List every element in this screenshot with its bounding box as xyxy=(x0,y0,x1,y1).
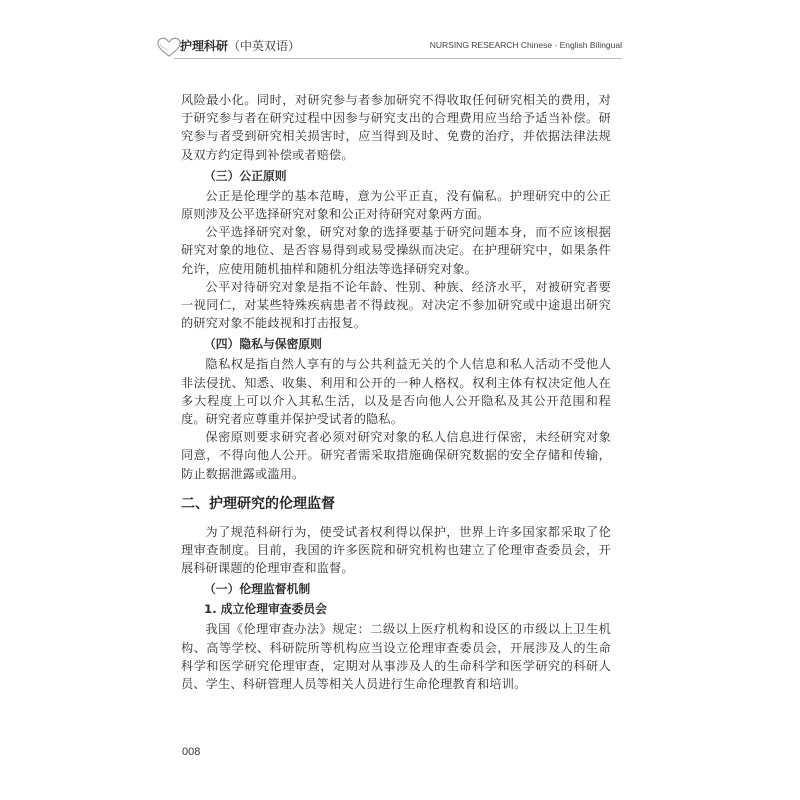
section-heading-ethics-supervision: 二、护理研究的伦理监督 xyxy=(181,495,335,512)
paragraph-justice-definition: 公正是伦理学的基本范畴，意为公平正直，没有偏私。护理研究中的公正原则涉及公平选择研究对象和公正对待研究对象两方面。 xyxy=(181,188,611,222)
book-title-subtitle: （中英双语） xyxy=(228,39,301,53)
book-title: 护理科研（中英双语） xyxy=(180,39,301,53)
heading-privacy-principle: （四）隐私与保密原则 xyxy=(204,337,322,352)
header-divider xyxy=(174,58,622,59)
paragraph-privacy-right: 隐私权是指自然人享有的与公共利益无关的个人信息和私人活动不受他人非法侵扰、知悉、收集、利用和公开的一种人格权。权利主体有权决定他人在多大程度上可以介入其私生活，以及是否向他人公开隐私及其公开范围和程度。研究者应尊重并保护受试者的隐私。 xyxy=(181,357,611,427)
paragraph-fair-selection: 公平选择研究对象，研究对象的选择要基于研究问题本身，而不应该根据研究对象的地位、是否容易得到或易受操纵而决定。在护理研究中，如果条件允许，应使用随机抽样和随机分组法等选择研究对象。 xyxy=(181,225,611,276)
heading-establish-committee: 1. 成立伦理审查委员会 xyxy=(204,602,327,617)
page-number: 008 xyxy=(182,746,201,758)
book-english-title: NURSING RESEARCH Chinese · English Bilingual xyxy=(429,40,622,50)
paragraph-review-regulation: 我国《伦理审查办法》规定：二级以上医疗机构和设区的市级以上卫生机构、高等学校、科研院所等机构应当设立伦理审查委员会，开展涉及人的生命科学和医学研究伦理审查，定期对从事涉及人的生命科学和医学研究的科研人员、学生、科研管理人员等相关人员进行生命伦理教育和培训。 xyxy=(181,622,611,692)
page-header xyxy=(150,34,622,60)
paragraph-ethics-review-system: 为了规范科研行为，使受试者权利得以保护，世界上许多国家都采取了伦理审查制度。目前，我国的许多医院和研究机构也建立了伦理审查委员会，开展科研课题的伦理审查和监督。 xyxy=(181,524,611,576)
paragraph-fair-treatment: 公平对待研究对象是指不论年龄、性别、种族、经济水平，对被研究者要一视同仁，对某些特殊疾病患者不得歧视。对决定不参加研究或中途退出研究的研究对象不能歧视和打击报复。 xyxy=(181,279,611,331)
paragraph-confidentiality: 保密原则要求研究者必须对研究对象的私人信息进行保密，未经研究对象同意，不得向他人公开。研究者需采取措施确保研究数据的安全存储和传输，防止数据泄露或滥用。 xyxy=(181,430,611,481)
heading-supervision-mechanism: （一）伦理监督机制 xyxy=(204,582,311,597)
heart-logo-icon xyxy=(156,36,182,58)
heading-justice-principle: （三）公正原则 xyxy=(204,168,287,183)
paragraph-risk-compensation: 风险最小化。同时，对研究参与者参加研究不得收取任何研究相关的费用，对于研究参与者在研究过程中因参与研究支出的合理费用应当给予适当补偿。研究参与者受到研究相关损害时，应当得到及时、免费的治疗，并依据法律法规及双方约定得到补偿或者赔偿。 xyxy=(181,93,611,162)
page-body xyxy=(181,91,611,693)
